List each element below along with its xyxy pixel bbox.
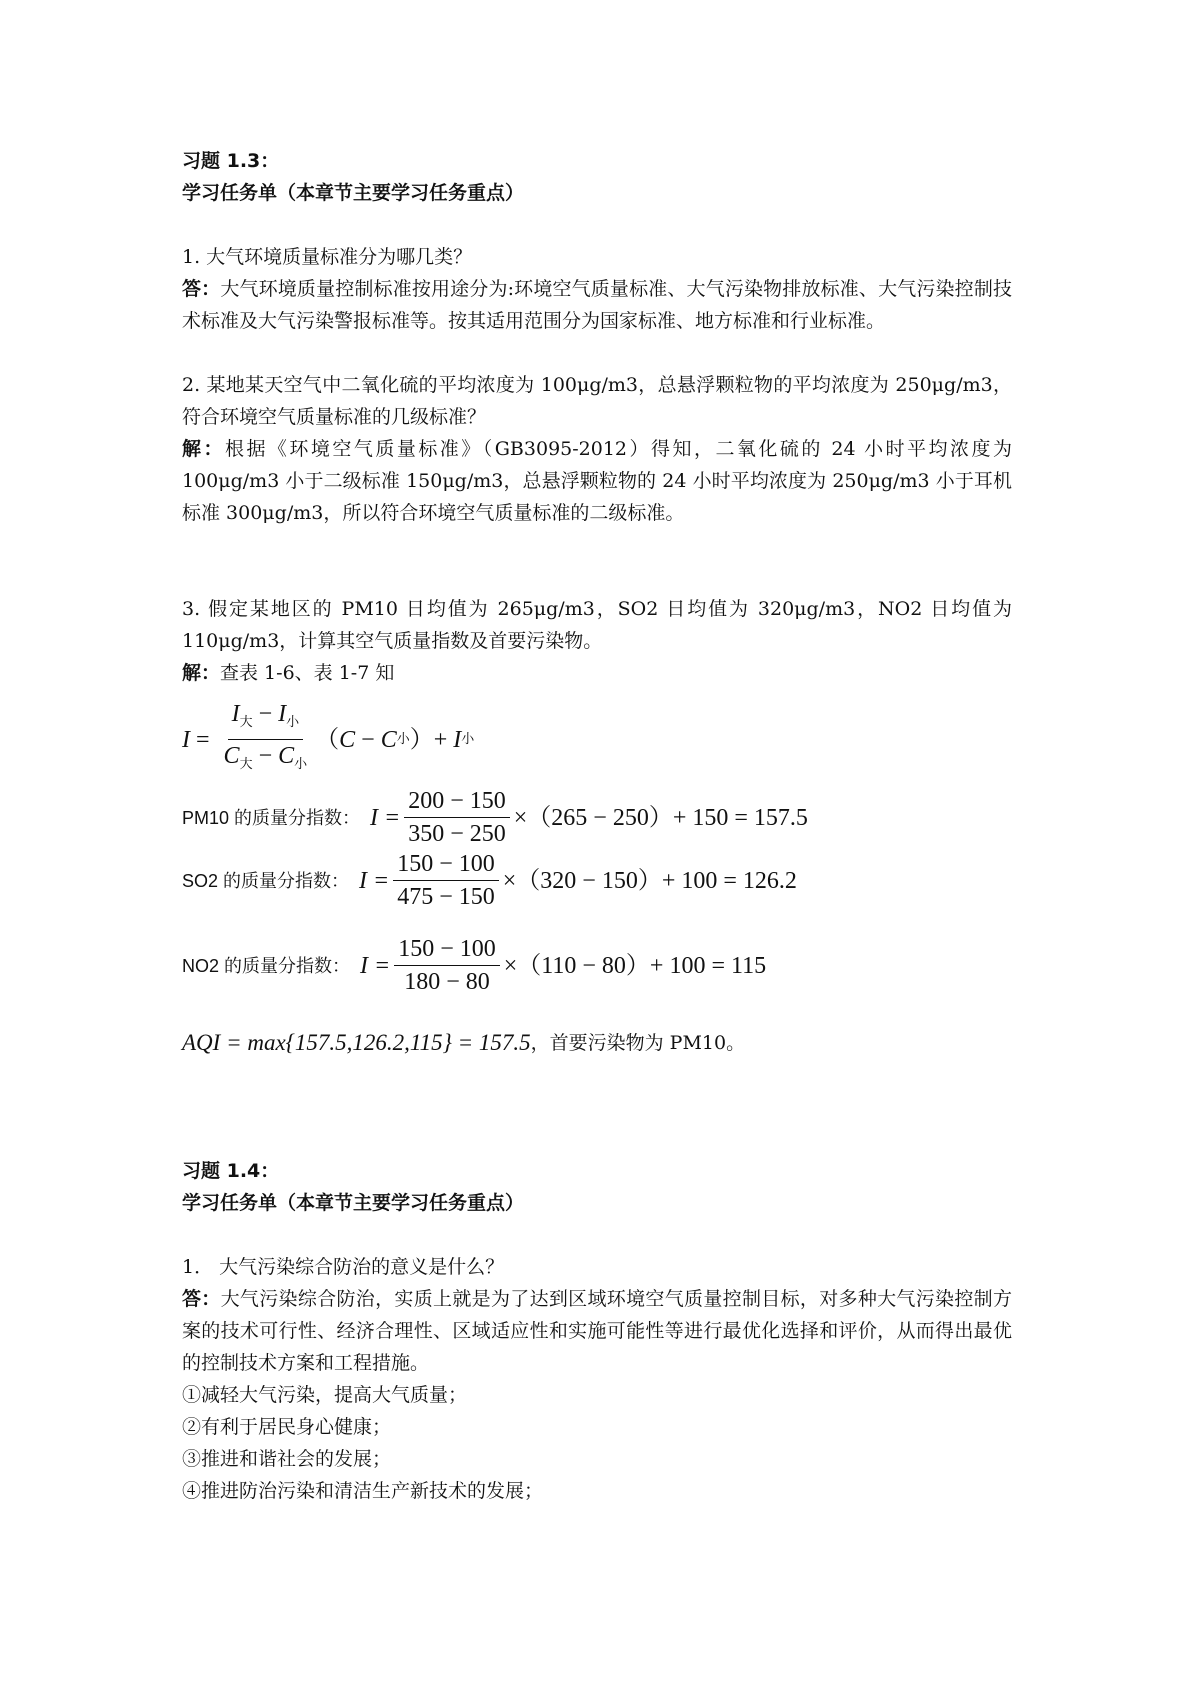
question-3: 3. 假定某地区的 PM10 日均值为 265μg/m3，SO2 日均值为 320μg/m3，NO2 日均值为 110μg/m3，计算其空气质量指数及首要污染物。 [182,598,1012,652]
list-item: ④推进防治污染和清洁生产新技术的发展； [182,1480,544,1502]
list-item: ②有利于居民身心健康； [182,1416,392,1438]
answer-label: 答： [182,1288,221,1310]
answer-3 [182,657,1012,689]
question-1: 1． 大气污染综合防治的意义是什么？ [182,1256,505,1278]
section-subtitle: 学习任务单（本章节主要学习任务重点） [182,182,525,204]
answer-text: 大气环境质量控制标准按用途分为:环境空气质量标准、大气污染物排放标准、大气污染控制技术标准及大气污染警报标准等。按其适用范围分为国家标准、地方标准和行业标准。 [182,278,1012,332]
section-title: 习题 1.3： [182,150,280,172]
so2-formula: SO2 的质量分指数： I = $\frac{150 - 100}{475 - 150}$ ×（320 − 150）+ 100 = 126.2 [182,851,797,910]
answer-text: 大气污染综合防治，实质上就是为了达到区域环境空气质量控制目标，对多种大气污染控制方案的技术可行性、经济合理性、区域适应性和实施可能性等进行最优化选择和评价，从而得出最优的控制技术方案和工程措施。 [182,1288,1012,1374]
document-page [182,145,1012,1507]
answer-1 [182,273,1012,337]
answer-2 [182,433,1012,529]
answer-1 [182,1283,1012,1379]
formula-fraction: $\frac{I_大 - I_小}{C_大 - C_小}$ [223,701,308,772]
section-subtitle: 学习任务单（本章节主要学习任务重点） [182,1192,525,1214]
question-1: 1. 大气环境质量标准分为哪几类？ [182,246,473,268]
answer-label: 答： [182,278,221,300]
answer-text: 查表 1-6、表 1-7 知 [220,662,395,684]
no2-formula: NO2 的质量分指数： I = $\frac{150 - 100}{180 - 80}$ ×（110 − 80）+ 100 = 115 [182,936,767,995]
pm10-formula: PM10 的质量分指数： I = $\frac{200 - 150}{350 - 250}$ ×（265 − 250）+ 150 = 157.5 [182,788,808,847]
general-formula: I = $\frac{I_大 - I_小}{C_大 - C_小}$ （ C − C 小 ） + I 小 [182,699,1012,780]
list-item: ①减轻大气污染，提高大气质量； [182,1384,468,1406]
question-2: 2. 某地某天空气中二氧化硫的平均浓度为 100μg/m3，总悬浮颗粒物的平均浓度为 250μg/m3，符合环境空气质量标准的几级标准？ [182,374,1012,428]
section-title: 习题 1.4： [182,1160,280,1182]
list-item: ③推进和谐社会的发展； [182,1448,392,1470]
answer-text: 根据《环境空气质量标准》（GB3095-2012）得知，二氧化硫的 24 小时平均浓度为 100μg/m3 小于二级标准 150μg/m3，总悬浮颗粒物的 24 小时平均浓度为 250μg/m3 小于耳机标准 300μg/m3，所以符合环境空气质量标准的二级标准。 [182,438,1012,524]
answer-label: 解： [182,438,225,460]
aqi-result: AQI = max{157.5,126.2,115} = 157.5 ，首要污染物为 PM10。 [182,1030,746,1055]
answer-label: 解： [182,662,221,684]
